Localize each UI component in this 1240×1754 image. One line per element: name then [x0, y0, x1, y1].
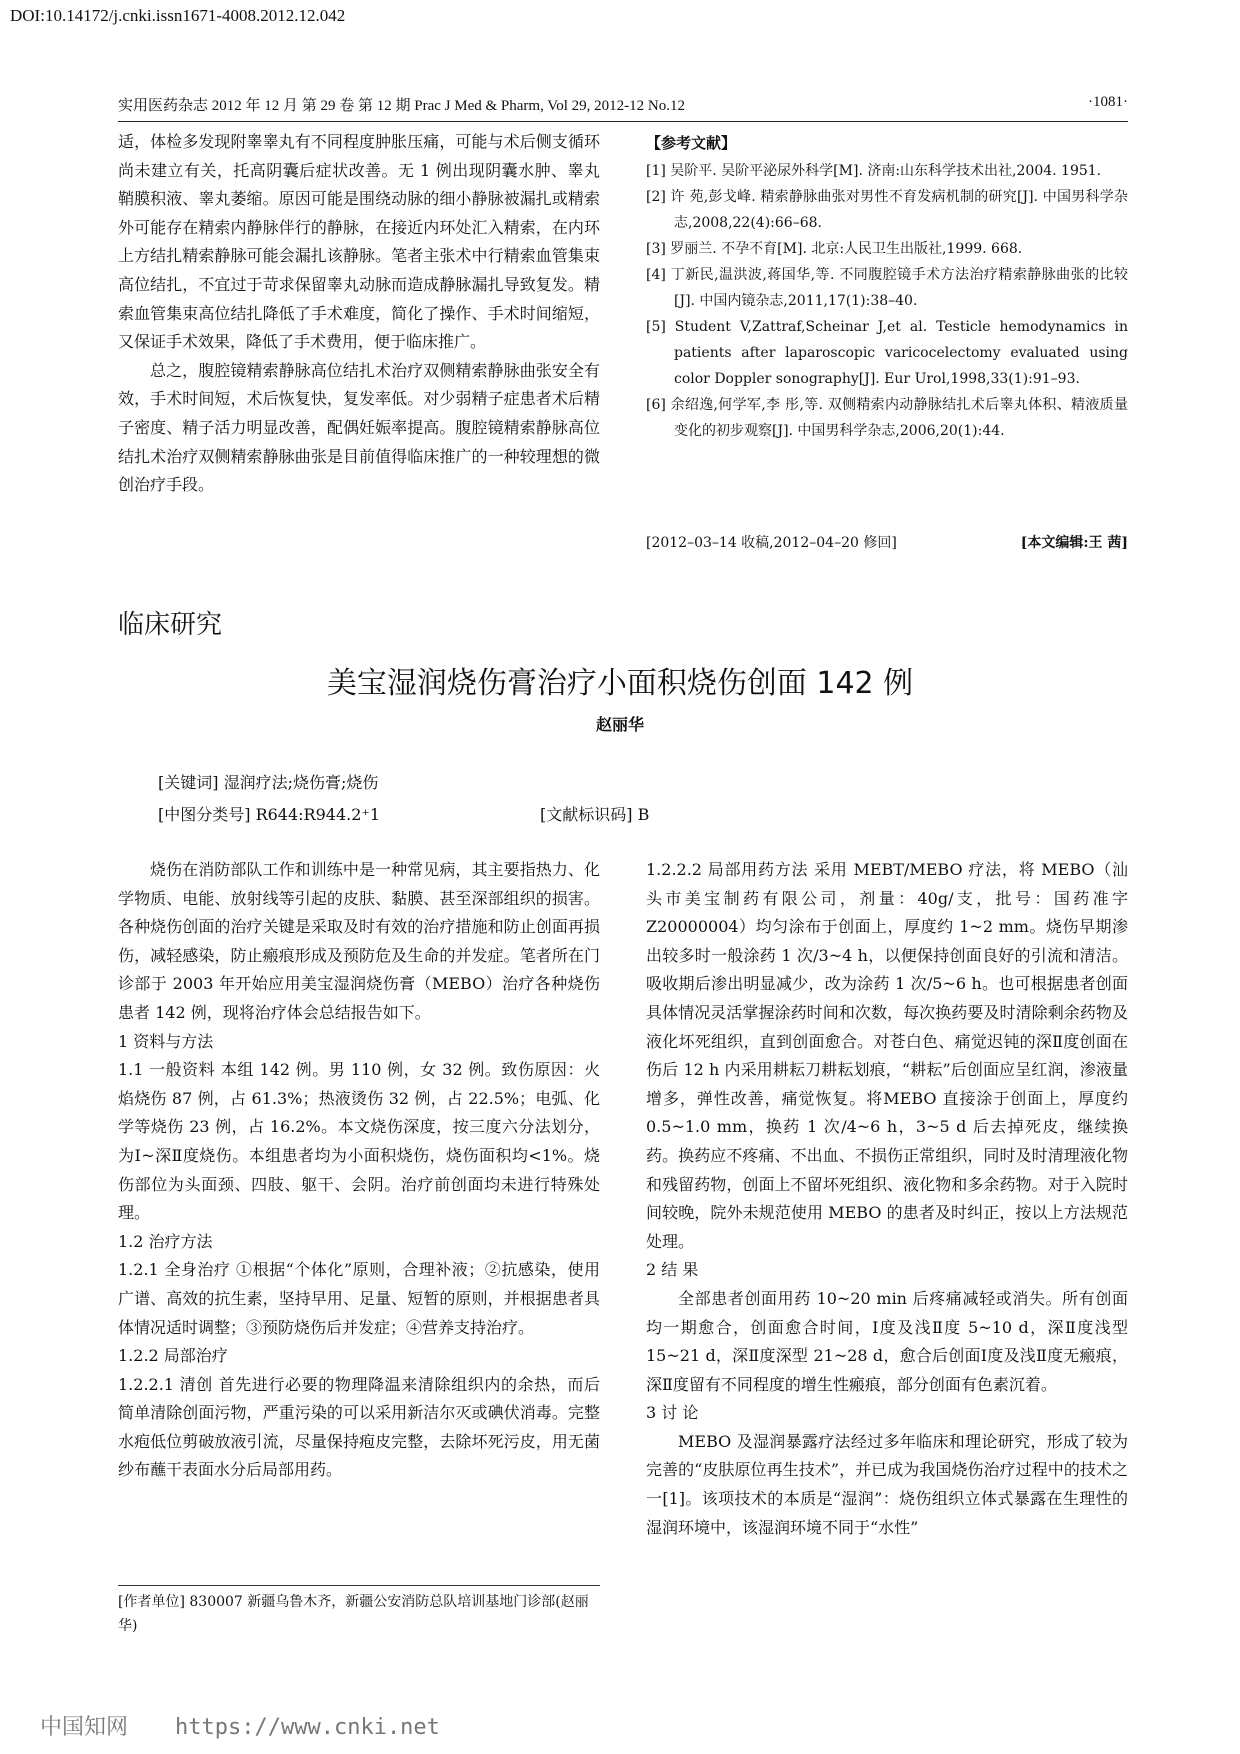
body-left-column — [118, 856, 600, 1485]
references — [646, 130, 1128, 444]
references-heading: 【参考文献】 — [646, 134, 737, 152]
author-affiliation: [作者单位] 830007 新疆乌鲁木齐，新疆公安消防总队培训基地门诊部(赵丽华) — [118, 1585, 600, 1638]
classification-number: [中图分类号] R644:R944.2⁺1 — [158, 805, 381, 824]
reference-item: [6] 余绍逸,何学军,李 彤,等. 双侧精索内动静脉结扎术后睾丸体积、精液质量变化的初步观察[J]. 中国男科学杂志,2006,20(1):44. — [646, 397, 1128, 439]
doi: DOI:10.14172/j.cnki.issn1671-4008.2012.12.042 — [10, 6, 346, 25]
section-paragraph: 1.2.2 局部治疗 — [118, 1346, 228, 1366]
section-paragraph: 1.2 治疗方法 — [118, 1231, 213, 1251]
cnki-logo-text: 中国知网 — [40, 1715, 129, 1740]
section-paragraph: 3 讨 论 — [646, 1403, 699, 1423]
running-header — [118, 94, 1128, 122]
author: 赵丽华 — [595, 715, 644, 734]
section-paragraph: 1.1 一般资料 本组 142 例。男 110 例，女 32 例。致伤原因：火焰烧伤 87 例，占 61.3%；热液烫伤 32 例，占 22.5%；电弧、化学等烧伤 23 例，占 16.2%。本文烧伤深度，按三度六分法划分，为Ⅰ~深Ⅱ度烧伤。本组患者均为小面积烧伤，烧伤面积均<1%。烧伤部位为头面颈、四肢、躯干、会阴。治疗前创面均未进行特殊处理。 — [118, 1060, 600, 1223]
reference-item: [1] 吴阶平. 吴阶平泌尿外科学[M]. 济南:山东科学技术出社,2004. 1951. — [646, 163, 1102, 179]
receipt-line — [646, 532, 1128, 552]
body-right-column — [646, 856, 1128, 1542]
prev-paragraph-2: 总之，腹腔镜精索静脉高位结扎术治疗双侧精索静脉曲张安全有效，手术时间短，术后恢复快，复发率低。对少弱精子症患者术后精子密度、精子活力明显改善，配偶妊娠率提高。腹腔镜精索静脉高位结扎术治疗双侧精索静脉曲张是目前值得临床推广的一种较理想的微创治疗手段。 — [118, 360, 600, 495]
document-code: [文献标识码] B — [540, 805, 650, 824]
keywords: [关键词] 湿润疗法;烧伤膏;烧伤 — [158, 773, 379, 792]
editor: [本文编辑:王 茜] — [1020, 535, 1128, 551]
prev-paragraph-1: 适，体检多发现附睾睾丸有不同程度肿胀压痛，可能与术后侧支循环尚未建立有关，托高阴囊后症状改善。无 1 例出现阴囊水肿、睾丸鞘膜积液、睾丸萎缩。原因可能是围绕动脉的细小静脉被漏扎或精索外可能存在精索内静脉伴行的静脉，在接近内环处汇入精索，在内环上方结扎精索静脉可能会漏扎该静脉。笔者主张术中行精索血管集束高位结扎，不宜过于苛求保留睾丸动脉而造成静脉漏扎导致复发。精索血管集束高位结扎降低了手术难度，简化了操作、手术时间缩短，又保证手术效果，降低了手术费用，便于临床推广。 — [118, 132, 600, 352]
reference-item: [5] Student V,Zattraf,Scheinar J,et al. Testicle hemodynamics in patients after laparoscopic varicocelectomy evaluated using color Doppler sonography[J]. Eur Urol,1998,33(1):91–93. — [646, 319, 1128, 387]
section-heading: 临床研究 — [118, 610, 223, 640]
section-paragraph: 1.2.1 全身治疗 ①根据“个体化”原则，合理补液；②抗感染，使用广谱、高效的抗生素，坚持早用、足量、短暂的原则，并根据患者具体情况适时调整；③预防烧伤后并发症；④营养支持治疗。 — [118, 1260, 600, 1337]
section-paragraph: 1.2.2.2 局部用药方法 采用 MEBT/MEBO 疗法，将 MEBO（汕头市美宝制药有限公司，剂量：40g/支，批号：国药准字 Z20000004）均匀涂布于创面上，厚度约 1~2 mm。烧伤早期渗出较多时一般涂药 1 次/3~4 h，以便保持创面良好的引流和清洁。吸收期后渗出明显减少，改为涂药 1 次/5~6 h。也可根据患者创面具体情况灵活掌握涂药时间和次数，每次换药要及时清除剩余药物及液化坏死组织，直到创面愈合。对苍白色、痛觉迟钝的深Ⅱ度创面在伤后 12 h 内采用耕耘刀耕耘划痕，“耕耘”后创面应呈红润，渗液量增多，弹性改善，痛觉恢复。将MEBO 直接涂于创面上，厚度约 0.5~1.0 mm，换药 1 次/4~6 h，3~5 d 后去掉死皮，继续换药。换药应不疼痛、不出血、不损伤正常组织，同时及时清理液化物和残留药物，创面上不留坏死组织、液化物和多余药物。对于入院时间较晚，院外未规范使用 MEBO 的患者及时纠正，按以上方法规范处理。 — [646, 860, 1128, 1251]
section-paragraph: 2 结 果 — [646, 1260, 699, 1280]
reference-item: [3] 罗丽兰. 不孕不育[M]. 北京:人民卫生出版社,1999. 668. — [646, 241, 1023, 257]
body-paragraph: 烧伤在消防部队工作和训练中是一种常见病，其主要指热力、化学物质、电能、放射线等引起的皮肤、黏膜、甚至深部组织的损害。各种烧伤创面的治疗关键是采取及时有效的治疗措施和防止创面再损伤，减轻感染，防止瘢痕形成及预防危及生命的并发症。笔者所在门诊部于 2003 年开始应用美宝湿润烧伤膏（MEBO）治疗各种烧伤患者 142 例，现将治疗体会总结报告如下。 — [118, 860, 600, 1022]
page-number: ·1081· — [1088, 94, 1128, 110]
body-paragraph: 全部患者创面用药 10~20 min 后疼痛减轻或消失。所有创面均一期愈合，创面愈合时间，Ⅰ度及浅Ⅱ度 5~10 d，深Ⅱ度浅型 15~21 d，深Ⅱ度深型 21~28 d，愈合后创面Ⅰ度及浅Ⅱ度无瘢痕，深Ⅱ度留有不同程度的增生性瘢痕，部分创面有色素沉着。 — [646, 1288, 1128, 1394]
prev-article-text — [118, 128, 600, 500]
cnki-url[interactable]: https://www.cnki.net — [175, 1715, 440, 1740]
journal-info: 实用医药杂志 2012 年 12 月 第 29 卷 第 12 期 Prac J Med & Pharm, Vol 29, 2012-12 No.12 — [118, 98, 685, 114]
site-footer — [40, 1710, 440, 1741]
reference-item: [2] 许 苑,彭戈峰. 精索静脉曲张对男性不育发病机制的研究[J]. 中国男科学杂志,2008,22(4):66–68. — [646, 189, 1128, 231]
reference-item: [4] 丁新民,温洪波,蒋国华,等. 不同腹腔镜手术方法治疗精索静脉曲张的比较[J]. 中国内镜杂志,2011,17(1):38–40. — [646, 267, 1128, 309]
section-paragraph: 1 资料与方法 — [118, 1031, 214, 1051]
article-title: 美宝湿润烧伤膏治疗小面积烧伤创面 142 例 — [326, 666, 914, 701]
receipt-dates: [2012–03–14 收稿,2012–04–20 修回] — [646, 535, 897, 551]
body-paragraph: MEBO 及湿润暴露疗法经过多年临床和理论研究，形成了较为完善的“皮肤原位再生技术”，并已成为我国烧伤治疗过程中的技术之一[1]。该项技术的本质是“湿润”：烧伤组织立体式暴露在生理性的湿润环境中，该湿润环境不同于“水性” — [646, 1431, 1128, 1537]
section-paragraph: 1.2.2.1 清创 首先进行必要的物理降温来清除组织内的余热，而后简单清除创面污物，严重污染的可以采用新洁尔灭或碘伏消毒。完整水疱低位剪破放液引流，尽量保持疱皮完整，去除坏死污皮，用无菌纱布蘸干表面水分后局部用药。 — [118, 1374, 600, 1480]
